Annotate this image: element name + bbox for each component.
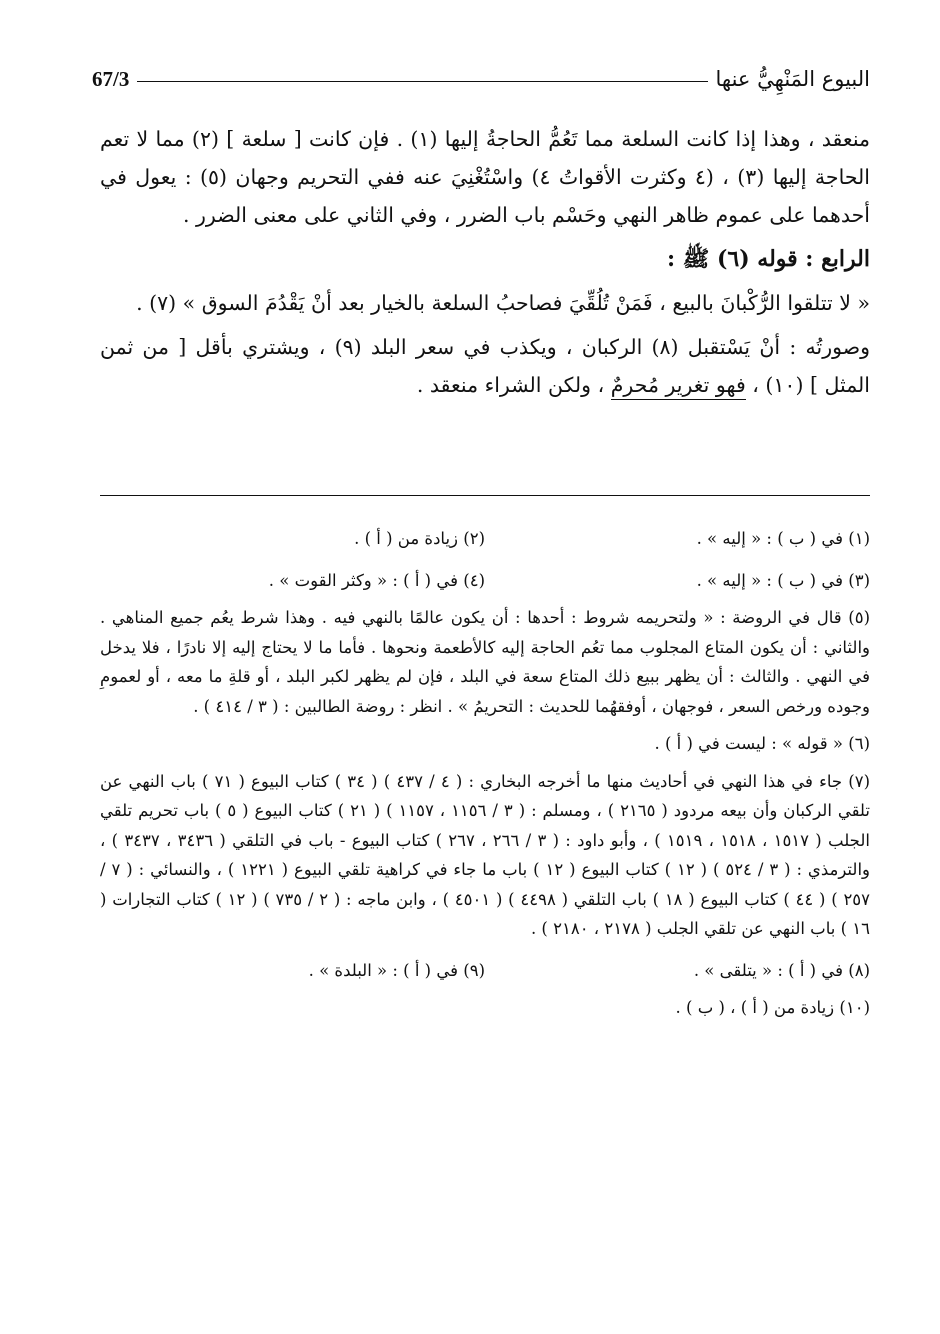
footnotes bbox=[100, 520, 870, 1031]
page-number: 67/3 bbox=[92, 67, 130, 91]
footnote-2: (٢) زيادة من ( أ ) . bbox=[354, 529, 485, 548]
running-title: البيوع المَنْهِيُّ عنها bbox=[715, 67, 870, 91]
footnote-separator bbox=[100, 495, 870, 496]
section-heading: الرابع : قوله (٦) ﷺ : bbox=[666, 246, 870, 272]
footnote-10: (١٠) زيادة من ( أ ) ، ( ب ) . bbox=[675, 998, 870, 1017]
page-header bbox=[92, 62, 870, 102]
paragraph-2-end: ، ولكن الشراء منعقد . bbox=[416, 373, 605, 397]
main-text bbox=[100, 120, 870, 404]
footnote-7: (٧) جاء في هذا النهي في أحاديث منها ما أخرجه البخاري : ( ٤ / ٤٣٧ ) ( ٣٤ ) كتاب البيوع ( ٧١ ) باب النهي عن تلقي الركبان وأن بيعه مردود ( ٢١٦٥ ) ، ومسلم : ( ٣ / ١١٥٦ ، ١١٥٧ ) ( ٢١ ) كتاب البيوع ( ٥ ) باب تحريم تلقي الجلب ( ١٥١٧ ، ١٥١٨ ، ١٥١٩ ) ، وأبو داود : ( ٣ / ٢٦٦ ، ٢٦٧ ) كتاب البيوع - باب في التلقي ( ٣٤٣٦ ، ٣٤٣٧ ) ، والترمذي : ( ٣ / ٥٢٤ ) ( ١٢ ) كتاب البيوع ( ١٢ ) باب ما جاء في كراهية تلقي البيوع ( ١٢٢١ ) ، والنسائي : ( ٧ / ٢٥٧ ) ( ٤٤ ) كتاب البيوع ( ١٨ ) باب التلقي ( ٤٤٩٨ ) ( ٤٥٠١ ) ، وابن ماجه : ( ٢ / ٧٣٥ ) ( ١٢ ) كتاب التجارات ( ١٦ ) باب النهي عن تلقي الجلب ( ٢١٧٨ ، ٢١٨٠ ) . bbox=[100, 771, 871, 938]
footnote-5: (٥) قال في الروضة : « ولتحريمه شروط : أحدها : أن يكون عالمًا بالنهي فيه . وهذا شرط يعُم جميع المناهي . والثاني : أن يكون المتاع المجلوب مما تعُم الحاجة إليه كالأطعمة ونحوها . فأما ما لا يحتاج إليه إلا نادرًا ، فلا يدخل في النهي . والثالث : أن يظهر ببيع ذلك المتاع سعة في البلد ، فإن لم يظهر لكبر البلد ، أو قلةِ ما معه ، أو لعمومِ وجوده ورخص السعر ، فوجهان ، أوفقهُما للحديث : التحريمُ » . انظر : روضة الطالبين : ( ٣ / ٤١٤ ) . bbox=[100, 608, 870, 716]
footnote-9: (٩) في ( أ ) : « البلدة » . bbox=[308, 960, 485, 980]
footnote-1: (١) في ( ب ) : « إليه » . bbox=[696, 529, 870, 548]
hadith-quote: « لا تتلقوا الرُّكْبانَ بالبيع ، فَمَنْ تُلُقِّيَ فصاحبُ السلعة بالخيار بعد أنْ يَقْدُمَ السوق » (٧) . bbox=[136, 291, 870, 315]
header-rule bbox=[137, 81, 707, 82]
footnote-4: (٤) في ( أ ) : « وكثر القوت » . bbox=[268, 570, 485, 590]
paragraph-1: منعقد ، وهذا إذا كانت السلعة مما تَعُمُّ الحاجةُ إليها (١) . فإن كانت [ سلعة ] (٢) مما لا تعم الحاجة إليها (٣) ، (٤ وكثرت الأقواتُ ٤) واسْتُغْنِيَ عنه ففي التحريم وجهان (٥) : يعول في أحدهما على عموم ظاهر النهي وحَسْم باب الضرر ، وفي الثاني على معنى الضرر . bbox=[100, 127, 870, 227]
footnote-row bbox=[100, 562, 870, 596]
footnote-8: (٨) في ( أ ) : « يتلقى » . bbox=[693, 960, 870, 980]
paragraph-2-text: وصورتُه : أنْ يَسْتقبل (٨) الركبان ، ويكذب في سعر البلد (٩) ، ويشتري بأقل [ من ثمن المثل ] (١٠) ، bbox=[100, 335, 870, 397]
footnote-6: (٦) « قوله » : ليست في ( أ ) . bbox=[654, 734, 870, 753]
paragraph-2 bbox=[100, 328, 870, 404]
footnote-3: (٣) في ( ب ) : « إليه » . bbox=[696, 570, 870, 590]
footnote-row bbox=[100, 952, 870, 986]
underlined-phrase: فهو تغرير مُحرمٌ bbox=[611, 373, 746, 400]
footnote-row bbox=[100, 520, 870, 554]
